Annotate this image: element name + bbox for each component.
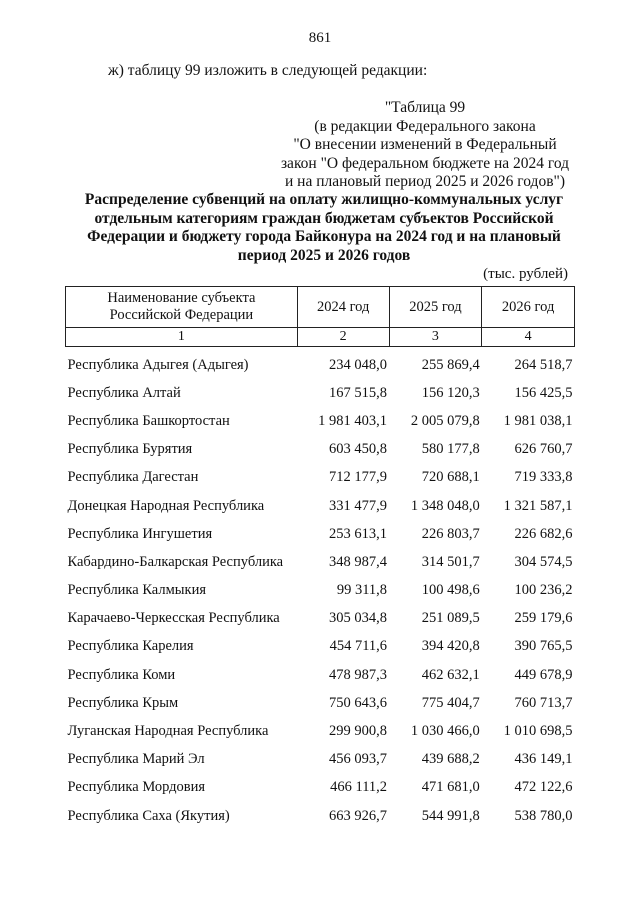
value-2025-cell: 439 688,2 [421, 751, 480, 768]
document-title [64, 191, 584, 265]
value-2025-cell: 471 681,0 [421, 779, 480, 796]
table-row [66, 661, 575, 689]
value-2024-cell: 478 987,3 [329, 666, 388, 683]
value-2026-cell: 264 518,7 [514, 356, 573, 373]
value-2026-cell: 390 765,5 [514, 638, 573, 655]
value-2026-cell: 538 780,0 [514, 807, 573, 824]
value-2025-cell: 255 869,4 [421, 356, 480, 373]
table-row [66, 436, 575, 464]
table-row [66, 548, 575, 576]
title-line: Распределение субвенций на оплату жилищно-коммунальных услуг [84, 191, 564, 208]
revision-line: (в редакции Федерального закона [314, 117, 536, 135]
table-row [66, 407, 575, 435]
region-name-cell: Республика Дагестан [67, 469, 199, 486]
column-number: 2 [297, 328, 389, 347]
value-2026-cell: 1 321 587,1 [503, 497, 573, 514]
value-2024-cell: 253 613,1 [329, 525, 388, 542]
table-row [66, 633, 575, 661]
value-2026-cell: 259 179,6 [514, 610, 573, 627]
header-2024: 2024 год [297, 287, 389, 328]
value-2024-cell: 331 477,9 [329, 497, 388, 514]
region-name-cell: Республика Мордовия [67, 779, 206, 796]
header-region-line1: Наименование субъекта [107, 290, 256, 306]
value-2026-cell: 472 122,6 [514, 779, 573, 796]
column-number: 4 [482, 328, 575, 347]
region-name-cell: Республика Крым [67, 694, 179, 711]
header-region [66, 287, 298, 328]
region-name-cell: Кабардино-Балкарская Республика [67, 553, 284, 570]
region-name-cell: Республика Адыгея (Адыгея) [67, 356, 249, 373]
region-name-cell: Республика Бурятия [67, 441, 193, 458]
value-2026-cell: 1 981 038,1 [503, 412, 573, 429]
value-2025-cell: 2 005 079,8 [410, 412, 480, 429]
region-name-cell: Республика Карелия [67, 638, 194, 655]
value-2025-cell: 580 177,8 [421, 441, 480, 458]
value-2025-cell: 251 089,5 [421, 610, 480, 627]
region-name-cell: Карачаево-Черкесская Республика [67, 610, 280, 627]
region-name-cell: Республика Саха (Якутия) [67, 807, 230, 824]
value-2024-cell: 456 093,7 [329, 751, 388, 768]
value-2026-cell: 100 236,2 [514, 582, 573, 599]
value-2025-cell: 226 803,7 [421, 525, 480, 542]
value-2026-cell: 156 425,5 [514, 384, 573, 401]
table-row [66, 717, 575, 745]
column-number: 3 [389, 328, 482, 347]
table-row [66, 464, 575, 492]
value-2025-cell: 462 632,1 [421, 666, 480, 683]
value-2025-cell: 156 120,3 [421, 384, 480, 401]
table-row [66, 520, 575, 548]
table-row [66, 577, 575, 605]
title-line: Федерации и бюджету города Байконура на 2024 год и на плановый [87, 228, 561, 245]
intro-text: ж) таблицу 99 изложить в следующей редакции: [108, 62, 428, 79]
table-row [66, 492, 575, 520]
table-body [66, 347, 575, 831]
value-2025-cell: 1 348 048,0 [410, 497, 480, 514]
revision-line: "Таблица 99 [384, 99, 466, 116]
title-line: период 2025 и 2026 годов [237, 246, 411, 264]
table-row [66, 689, 575, 717]
value-2024-cell: 454 711,6 [329, 638, 388, 655]
table-row [66, 379, 575, 407]
value-2026-cell: 626 760,7 [514, 441, 573, 458]
table-row [66, 802, 575, 830]
value-2024-cell: 750 643,6 [329, 694, 388, 711]
value-2025-cell: 100 498,6 [421, 582, 480, 599]
value-2026-cell: 1 010 698,5 [503, 723, 573, 740]
value-2024-cell: 663 926,7 [329, 807, 388, 824]
region-name-cell: Луганская Народная Республика [67, 723, 269, 740]
value-2024-cell: 466 111,2 [330, 779, 388, 796]
table-row [66, 746, 575, 774]
revision-note [260, 99, 590, 192]
value-2026-cell: 719 333,8 [514, 469, 573, 486]
value-2025-cell: 1 030 466,0 [410, 723, 480, 740]
region-name-cell: Республика Алтай [67, 384, 181, 401]
value-2024-cell: 603 450,8 [329, 441, 388, 458]
page-number: 861 [308, 30, 332, 46]
title-line: отдельным категориям граждан бюджетам субъектов Российской [94, 209, 554, 227]
value-2026-cell: 760 713,7 [514, 694, 573, 711]
region-name-cell: Республика Марий Эл [67, 751, 205, 768]
header-region-line2: Российской Федерации [109, 307, 254, 323]
value-2025-cell: 314 501,7 [421, 553, 480, 570]
subvention-table [65, 286, 575, 830]
value-2024-cell: 712 177,9 [329, 469, 388, 486]
column-number: 1 [66, 328, 298, 347]
region-name-cell: Донецкая Народная Республика [67, 497, 265, 514]
value-2024-cell: 234 048,0 [329, 356, 388, 373]
value-2024-cell: 99 311,8 [336, 582, 388, 599]
value-2026-cell: 226 682,6 [514, 525, 573, 542]
value-2026-cell: 436 149,1 [514, 751, 573, 768]
value-2024-cell: 299 900,8 [329, 723, 388, 740]
column-number-row [66, 328, 575, 347]
revision-line: "О внесении изменений в Федеральный [293, 136, 557, 153]
revision-line: и на плановый период 2025 и 2026 годов") [285, 173, 565, 190]
revision-line: закон "О федеральном бюджете на 2024 год [280, 154, 570, 172]
region-name-cell: Республика Коми [67, 666, 176, 683]
table-row [66, 774, 575, 802]
value-2024-cell: 1 981 403,1 [318, 412, 388, 429]
value-2025-cell: 544 991,8 [421, 807, 480, 824]
value-2025-cell: 720 688,1 [421, 469, 480, 486]
header-2025: 2025 год [389, 287, 482, 328]
value-2026-cell: 449 678,9 [514, 666, 573, 683]
region-name-cell: Республика Калмыкия [67, 582, 206, 599]
table-row [66, 347, 575, 380]
header-2026: 2026 год [482, 287, 575, 328]
region-name-cell: Республика Башкортостан [67, 412, 230, 429]
value-2024-cell: 348 987,4 [329, 553, 388, 570]
table-row [66, 605, 575, 633]
table-header-row [66, 287, 575, 328]
region-name-cell: Республика Ингушетия [67, 525, 213, 542]
value-2025-cell: 394 420,8 [421, 638, 480, 655]
value-2024-cell: 305 034,8 [329, 610, 388, 627]
value-2024-cell: 167 515,8 [329, 384, 388, 401]
value-2025-cell: 775 404,7 [421, 694, 480, 711]
units-label: (тыс. рублей) [483, 266, 568, 282]
value-2026-cell: 304 574,5 [514, 553, 573, 570]
